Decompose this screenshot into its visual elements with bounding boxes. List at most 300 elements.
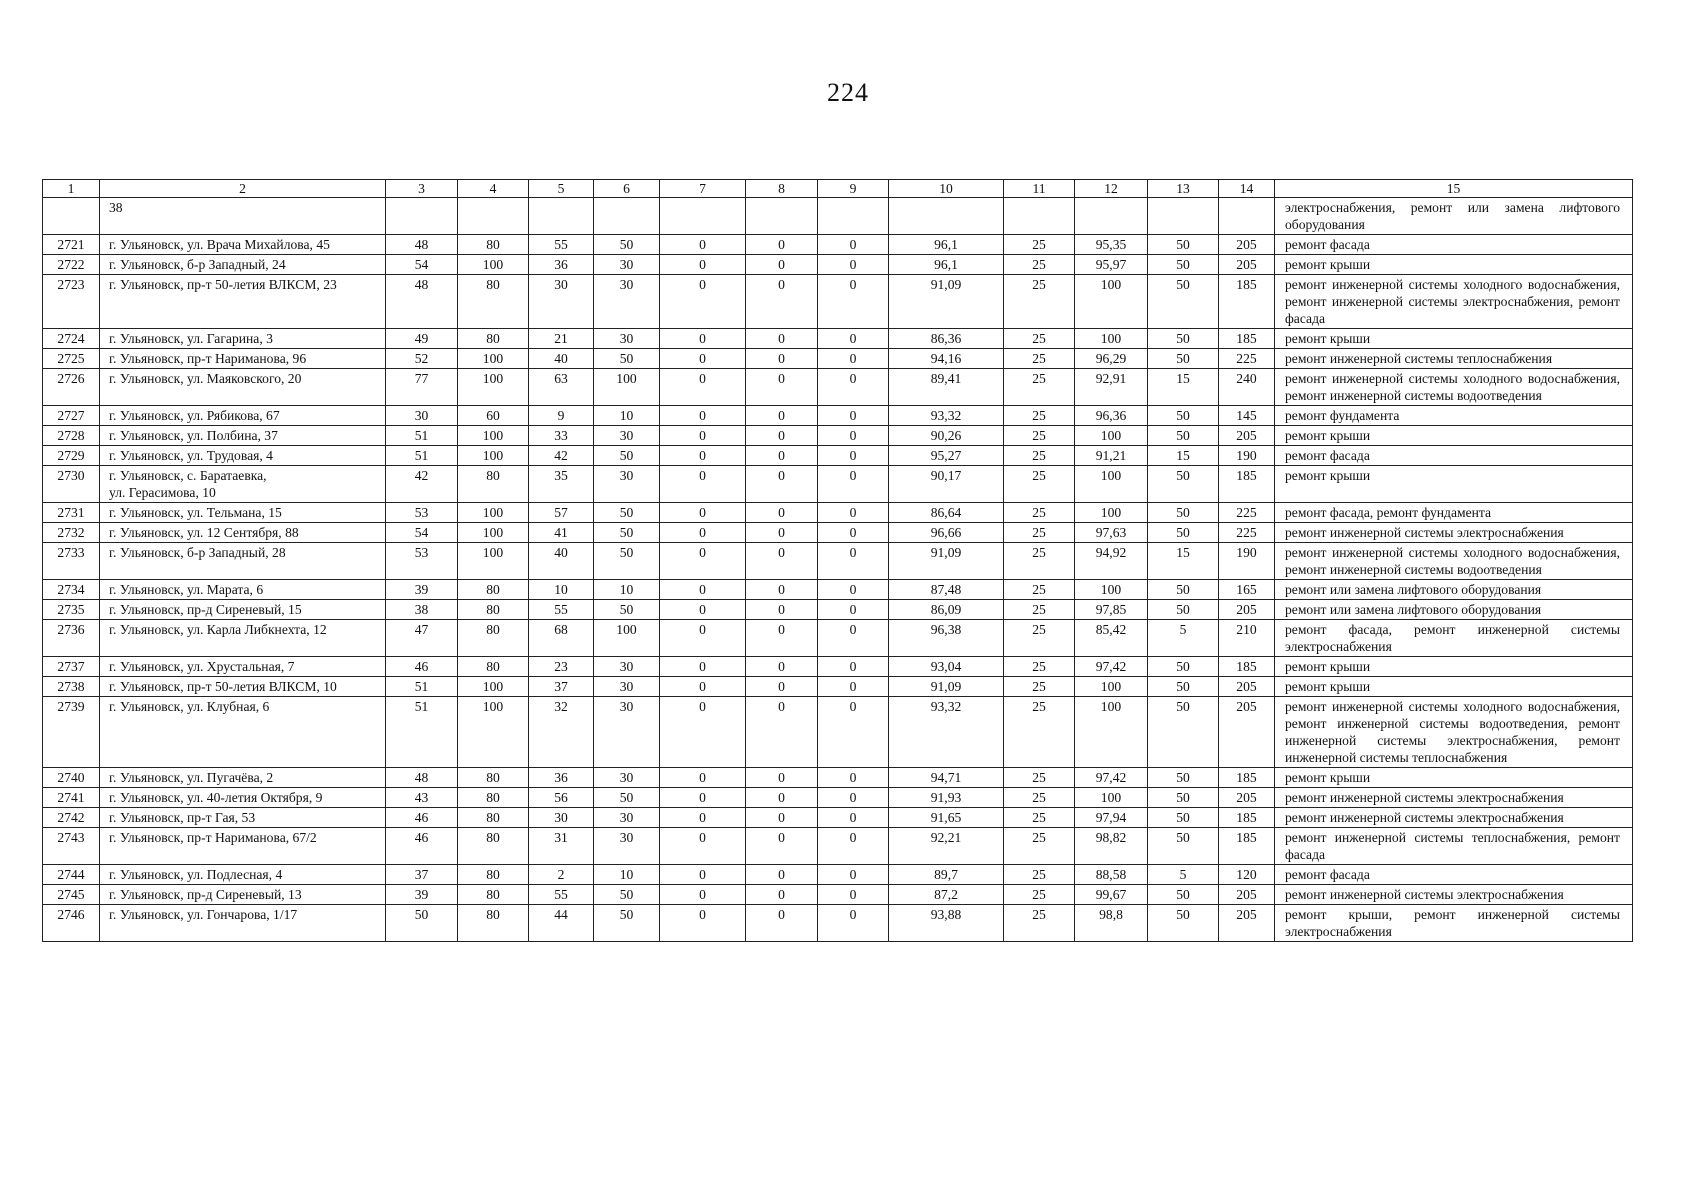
col9-cell: 0 bbox=[818, 503, 889, 523]
col3-cell: 48 bbox=[386, 275, 458, 329]
col4-cell: 80 bbox=[458, 600, 529, 620]
col6-cell: 30 bbox=[594, 275, 660, 329]
col11-cell: 25 bbox=[1004, 788, 1075, 808]
column-number-row bbox=[43, 180, 1633, 198]
row-number-cell: 2733 bbox=[43, 543, 100, 580]
col4-cell: 100 bbox=[458, 523, 529, 543]
address-cell: г. Ульяновск, ул. Рябикова, 67 bbox=[100, 406, 386, 426]
col10-cell: 96,1 bbox=[889, 235, 1004, 255]
column-header: 9 bbox=[818, 180, 889, 198]
col11-cell: 25 bbox=[1004, 905, 1075, 942]
col8-cell: 0 bbox=[746, 885, 818, 905]
col5-cell: 57 bbox=[529, 503, 594, 523]
col12-cell: 97,94 bbox=[1075, 808, 1148, 828]
col3-cell: 46 bbox=[386, 808, 458, 828]
col6-cell: 30 bbox=[594, 329, 660, 349]
col14-cell: 205 bbox=[1219, 697, 1275, 768]
col13-cell: 50 bbox=[1148, 349, 1219, 369]
col13-cell: 50 bbox=[1148, 466, 1219, 503]
row-number-cell: 2742 bbox=[43, 808, 100, 828]
table-row bbox=[43, 697, 1633, 768]
col13-cell: 50 bbox=[1148, 808, 1219, 828]
col6-cell: 100 bbox=[594, 369, 660, 406]
works-cell: ремонт или замена лифтового оборудования bbox=[1275, 600, 1633, 620]
col6-cell: 50 bbox=[594, 503, 660, 523]
works-cell: ремонт фундамента bbox=[1275, 406, 1633, 426]
col7-cell: 0 bbox=[660, 620, 746, 657]
col9-cell: 0 bbox=[818, 426, 889, 446]
table-row bbox=[43, 255, 1633, 275]
col13-cell: 5 bbox=[1148, 620, 1219, 657]
row-number-cell: 2745 bbox=[43, 885, 100, 905]
col10-cell: 96,1 bbox=[889, 255, 1004, 275]
row-number-cell: 2734 bbox=[43, 580, 100, 600]
col6-cell: 30 bbox=[594, 768, 660, 788]
col6-cell: 30 bbox=[594, 426, 660, 446]
col5-cell: 2 bbox=[529, 865, 594, 885]
col12-cell: 94,92 bbox=[1075, 543, 1148, 580]
col8-cell: 0 bbox=[746, 580, 818, 600]
col11-cell: 25 bbox=[1004, 235, 1075, 255]
works-cell: ремонт инженерной системы электроснабжения bbox=[1275, 788, 1633, 808]
col10-cell: 93,04 bbox=[889, 657, 1004, 677]
col14-cell: 185 bbox=[1219, 808, 1275, 828]
row-number-cell: 2743 bbox=[43, 828, 100, 865]
col14-cell bbox=[1219, 198, 1275, 235]
col10-cell: 86,36 bbox=[889, 329, 1004, 349]
col3-cell: 43 bbox=[386, 788, 458, 808]
col12-cell: 97,42 bbox=[1075, 657, 1148, 677]
col4-cell: 80 bbox=[458, 905, 529, 942]
address-cell: г. Ульяновск, пр-т Нариманова, 67/2 bbox=[100, 828, 386, 865]
col14-cell: 190 bbox=[1219, 543, 1275, 580]
works-cell: ремонт крыши bbox=[1275, 255, 1633, 275]
column-header: 10 bbox=[889, 180, 1004, 198]
address-cell: г. Ульяновск, ул. Подлесная, 4 bbox=[100, 865, 386, 885]
col13-cell: 50 bbox=[1148, 406, 1219, 426]
col3-cell: 48 bbox=[386, 235, 458, 255]
col13-cell: 50 bbox=[1148, 275, 1219, 329]
address-cell: г. Ульяновск, пр-т Гая, 53 bbox=[100, 808, 386, 828]
col3-cell: 53 bbox=[386, 503, 458, 523]
col6-cell: 30 bbox=[594, 255, 660, 275]
col6-cell: 30 bbox=[594, 808, 660, 828]
column-header: 2 bbox=[100, 180, 386, 198]
address-cell: г. Ульяновск, ул. 40-летия Октября, 9 bbox=[100, 788, 386, 808]
col12-cell: 96,36 bbox=[1075, 406, 1148, 426]
col8-cell bbox=[746, 198, 818, 235]
col8-cell: 0 bbox=[746, 329, 818, 349]
col14-cell: 205 bbox=[1219, 426, 1275, 446]
col8-cell: 0 bbox=[746, 697, 818, 768]
col3-cell: 50 bbox=[386, 905, 458, 942]
address-cell: г. Ульяновск, б-р Западный, 24 bbox=[100, 255, 386, 275]
col7-cell: 0 bbox=[660, 369, 746, 406]
col7-cell: 0 bbox=[660, 275, 746, 329]
col13-cell: 50 bbox=[1148, 255, 1219, 275]
row-number-cell: 2725 bbox=[43, 349, 100, 369]
col13-cell: 50 bbox=[1148, 329, 1219, 349]
row-number-cell: 2724 bbox=[43, 329, 100, 349]
col9-cell: 0 bbox=[818, 369, 889, 406]
col11-cell: 25 bbox=[1004, 406, 1075, 426]
col13-cell: 50 bbox=[1148, 768, 1219, 788]
column-header: 13 bbox=[1148, 180, 1219, 198]
table-row bbox=[43, 788, 1633, 808]
col11-cell: 25 bbox=[1004, 697, 1075, 768]
col4-cell: 80 bbox=[458, 466, 529, 503]
col7-cell: 0 bbox=[660, 677, 746, 697]
col12-cell bbox=[1075, 198, 1148, 235]
col11-cell: 25 bbox=[1004, 329, 1075, 349]
col9-cell: 0 bbox=[818, 235, 889, 255]
col9-cell: 0 bbox=[818, 677, 889, 697]
address-cell: г. Ульяновск, ул. Трудовая, 4 bbox=[100, 446, 386, 466]
col12-cell: 100 bbox=[1075, 788, 1148, 808]
col13-cell: 50 bbox=[1148, 580, 1219, 600]
row-number-cell: 2740 bbox=[43, 768, 100, 788]
col12-cell: 91,21 bbox=[1075, 446, 1148, 466]
col14-cell: 185 bbox=[1219, 275, 1275, 329]
col11-cell: 25 bbox=[1004, 523, 1075, 543]
table-row bbox=[43, 808, 1633, 828]
row-number-cell: 2739 bbox=[43, 697, 100, 768]
col8-cell: 0 bbox=[746, 677, 818, 697]
col9-cell: 0 bbox=[818, 446, 889, 466]
col7-cell: 0 bbox=[660, 905, 746, 942]
col10-cell: 89,7 bbox=[889, 865, 1004, 885]
col7-cell: 0 bbox=[660, 255, 746, 275]
works-cell: ремонт крыши, ремонт инженерной системы электроснабжения bbox=[1275, 905, 1633, 942]
col6-cell: 30 bbox=[594, 677, 660, 697]
col8-cell: 0 bbox=[746, 369, 818, 406]
col5-cell: 30 bbox=[529, 275, 594, 329]
col4-cell: 60 bbox=[458, 406, 529, 426]
col4-cell bbox=[458, 198, 529, 235]
col6-cell: 50 bbox=[594, 349, 660, 369]
col13-cell: 50 bbox=[1148, 523, 1219, 543]
repair-register-table bbox=[42, 179, 1633, 942]
col12-cell: 92,91 bbox=[1075, 369, 1148, 406]
table-row bbox=[43, 329, 1633, 349]
address-cell: г. Ульяновск, ул. Врача Михайлова, 45 bbox=[100, 235, 386, 255]
col11-cell: 25 bbox=[1004, 275, 1075, 329]
col9-cell: 0 bbox=[818, 543, 889, 580]
col11-cell: 25 bbox=[1004, 677, 1075, 697]
address-cell: г. Ульяновск, ул. Гончарова, 1/17 bbox=[100, 905, 386, 942]
col13-cell: 50 bbox=[1148, 788, 1219, 808]
col9-cell: 0 bbox=[818, 620, 889, 657]
table-row bbox=[43, 905, 1633, 942]
works-cell: ремонт инженерной системы электроснабжения bbox=[1275, 885, 1633, 905]
row-number-cell: 2735 bbox=[43, 600, 100, 620]
row-number-cell: 2741 bbox=[43, 788, 100, 808]
col11-cell: 25 bbox=[1004, 503, 1075, 523]
col10-cell bbox=[889, 198, 1004, 235]
address-cell: г. Ульяновск, ул. 12 Сентября, 88 bbox=[100, 523, 386, 543]
col7-cell: 0 bbox=[660, 768, 746, 788]
works-cell: ремонт фасада bbox=[1275, 235, 1633, 255]
col10-cell: 91,65 bbox=[889, 808, 1004, 828]
col3-cell bbox=[386, 198, 458, 235]
table-row bbox=[43, 620, 1633, 657]
col7-cell: 0 bbox=[660, 503, 746, 523]
address-cell: г. Ульяновск, с. Баратаевка, ул. Герасимова, 10 bbox=[100, 466, 386, 503]
col10-cell: 86,09 bbox=[889, 600, 1004, 620]
col9-cell: 0 bbox=[818, 466, 889, 503]
col4-cell: 80 bbox=[458, 768, 529, 788]
col3-cell: 39 bbox=[386, 885, 458, 905]
col11-cell: 25 bbox=[1004, 426, 1075, 446]
col14-cell: 185 bbox=[1219, 828, 1275, 865]
col14-cell: 120 bbox=[1219, 865, 1275, 885]
col13-cell: 5 bbox=[1148, 865, 1219, 885]
col3-cell: 30 bbox=[386, 406, 458, 426]
col10-cell: 94,71 bbox=[889, 768, 1004, 788]
col12-cell: 100 bbox=[1075, 677, 1148, 697]
col3-cell: 51 bbox=[386, 426, 458, 446]
col14-cell: 205 bbox=[1219, 600, 1275, 620]
col14-cell: 185 bbox=[1219, 657, 1275, 677]
table-row bbox=[43, 600, 1633, 620]
col12-cell: 98,82 bbox=[1075, 828, 1148, 865]
col6-cell: 50 bbox=[594, 543, 660, 580]
col6-cell: 50 bbox=[594, 600, 660, 620]
col14-cell: 190 bbox=[1219, 446, 1275, 466]
col13-cell: 50 bbox=[1148, 600, 1219, 620]
table-row bbox=[43, 349, 1633, 369]
col7-cell: 0 bbox=[660, 446, 746, 466]
col13-cell: 50 bbox=[1148, 905, 1219, 942]
col12-cell: 100 bbox=[1075, 329, 1148, 349]
col8-cell: 0 bbox=[746, 657, 818, 677]
col7-cell: 0 bbox=[660, 600, 746, 620]
col14-cell: 225 bbox=[1219, 349, 1275, 369]
row-number-cell: 2723 bbox=[43, 275, 100, 329]
col3-cell: 54 bbox=[386, 255, 458, 275]
column-header: 5 bbox=[529, 180, 594, 198]
col13-cell: 50 bbox=[1148, 828, 1219, 865]
col7-cell: 0 bbox=[660, 788, 746, 808]
col7-cell: 0 bbox=[660, 697, 746, 768]
col3-cell: 48 bbox=[386, 768, 458, 788]
col9-cell: 0 bbox=[818, 275, 889, 329]
col5-cell: 30 bbox=[529, 808, 594, 828]
col9-cell: 0 bbox=[818, 905, 889, 942]
col14-cell: 205 bbox=[1219, 255, 1275, 275]
col3-cell: 54 bbox=[386, 523, 458, 543]
column-header: 14 bbox=[1219, 180, 1275, 198]
col9-cell: 0 bbox=[818, 657, 889, 677]
table-row bbox=[43, 446, 1633, 466]
col12-cell: 100 bbox=[1075, 503, 1148, 523]
col10-cell: 86,64 bbox=[889, 503, 1004, 523]
works-cell: ремонт или замена лифтового оборудования bbox=[1275, 580, 1633, 600]
table-row bbox=[43, 369, 1633, 406]
col11-cell: 25 bbox=[1004, 808, 1075, 828]
col13-cell: 50 bbox=[1148, 657, 1219, 677]
col11-cell: 25 bbox=[1004, 446, 1075, 466]
address-cell: г. Ульяновск, ул. Гагарина, 3 bbox=[100, 329, 386, 349]
col9-cell: 0 bbox=[818, 697, 889, 768]
table-row bbox=[43, 198, 1633, 235]
address-cell: г. Ульяновск, ул. Клубная, 6 bbox=[100, 697, 386, 768]
col8-cell: 0 bbox=[746, 788, 818, 808]
col8-cell: 0 bbox=[746, 543, 818, 580]
col6-cell: 50 bbox=[594, 235, 660, 255]
address-cell: г. Ульяновск, пр-д Сиреневый, 13 bbox=[100, 885, 386, 905]
col4-cell: 100 bbox=[458, 349, 529, 369]
row-number-cell: 2722 bbox=[43, 255, 100, 275]
col11-cell: 25 bbox=[1004, 466, 1075, 503]
col7-cell: 0 bbox=[660, 523, 746, 543]
col14-cell: 205 bbox=[1219, 788, 1275, 808]
works-cell: ремонт инженерной системы холодного водоснабжения, ремонт инженерной системы электроснабжения, ремонт фасада bbox=[1275, 275, 1633, 329]
col13-cell bbox=[1148, 198, 1219, 235]
col11-cell: 25 bbox=[1004, 620, 1075, 657]
col3-cell: 49 bbox=[386, 329, 458, 349]
works-cell: ремонт крыши bbox=[1275, 329, 1633, 349]
col13-cell: 15 bbox=[1148, 446, 1219, 466]
col5-cell: 63 bbox=[529, 369, 594, 406]
col9-cell: 0 bbox=[818, 788, 889, 808]
col11-cell: 25 bbox=[1004, 865, 1075, 885]
col8-cell: 0 bbox=[746, 466, 818, 503]
col4-cell: 80 bbox=[458, 865, 529, 885]
col8-cell: 0 bbox=[746, 426, 818, 446]
row-number-cell: 2732 bbox=[43, 523, 100, 543]
col11-cell: 25 bbox=[1004, 543, 1075, 580]
col9-cell: 0 bbox=[818, 600, 889, 620]
col6-cell bbox=[594, 198, 660, 235]
col10-cell: 94,16 bbox=[889, 349, 1004, 369]
col10-cell: 90,17 bbox=[889, 466, 1004, 503]
col4-cell: 100 bbox=[458, 426, 529, 446]
column-header: 7 bbox=[660, 180, 746, 198]
address-cell: г. Ульяновск, ул. Пугачёва, 2 bbox=[100, 768, 386, 788]
col3-cell: 42 bbox=[386, 466, 458, 503]
col8-cell: 0 bbox=[746, 600, 818, 620]
col3-cell: 52 bbox=[386, 349, 458, 369]
col5-cell: 36 bbox=[529, 255, 594, 275]
col3-cell: 38 bbox=[386, 600, 458, 620]
col10-cell: 91,09 bbox=[889, 677, 1004, 697]
col13-cell: 15 bbox=[1148, 543, 1219, 580]
col7-cell: 0 bbox=[660, 349, 746, 369]
col5-cell: 42 bbox=[529, 446, 594, 466]
works-cell: ремонт инженерной системы электроснабжения bbox=[1275, 523, 1633, 543]
column-header: 11 bbox=[1004, 180, 1075, 198]
col7-cell: 0 bbox=[660, 808, 746, 828]
col9-cell: 0 bbox=[818, 865, 889, 885]
col7-cell: 0 bbox=[660, 828, 746, 865]
col10-cell: 87,2 bbox=[889, 885, 1004, 905]
works-cell: электроснабжения, ремонт или замена лифтового оборудования bbox=[1275, 198, 1633, 235]
col8-cell: 0 bbox=[746, 865, 818, 885]
address-cell: г. Ульяновск, ул. Полбина, 37 bbox=[100, 426, 386, 446]
col9-cell: 0 bbox=[818, 580, 889, 600]
col4-cell: 80 bbox=[458, 620, 529, 657]
col6-cell: 30 bbox=[594, 697, 660, 768]
col9-cell bbox=[818, 198, 889, 235]
col9-cell: 0 bbox=[818, 885, 889, 905]
col9-cell: 0 bbox=[818, 808, 889, 828]
col14-cell: 165 bbox=[1219, 580, 1275, 600]
col5-cell: 55 bbox=[529, 235, 594, 255]
col6-cell: 30 bbox=[594, 466, 660, 503]
works-cell: ремонт инженерной системы теплоснабжения, ремонт фасада bbox=[1275, 828, 1633, 865]
col12-cell: 100 bbox=[1075, 697, 1148, 768]
column-header: 15 bbox=[1275, 180, 1633, 198]
col11-cell: 25 bbox=[1004, 600, 1075, 620]
col9-cell: 0 bbox=[818, 828, 889, 865]
col4-cell: 80 bbox=[458, 329, 529, 349]
col9-cell: 0 bbox=[818, 255, 889, 275]
col13-cell: 50 bbox=[1148, 885, 1219, 905]
col10-cell: 89,41 bbox=[889, 369, 1004, 406]
col5-cell: 56 bbox=[529, 788, 594, 808]
col14-cell: 205 bbox=[1219, 885, 1275, 905]
col10-cell: 93,88 bbox=[889, 905, 1004, 942]
col9-cell: 0 bbox=[818, 406, 889, 426]
col14-cell: 210 bbox=[1219, 620, 1275, 657]
col7-cell: 0 bbox=[660, 543, 746, 580]
col13-cell: 50 bbox=[1148, 677, 1219, 697]
col5-cell: 40 bbox=[529, 349, 594, 369]
col11-cell: 25 bbox=[1004, 768, 1075, 788]
col3-cell: 51 bbox=[386, 677, 458, 697]
address-cell: г. Ульяновск, ул. Маяковского, 20 bbox=[100, 369, 386, 406]
col14-cell: 185 bbox=[1219, 466, 1275, 503]
col4-cell: 80 bbox=[458, 808, 529, 828]
col6-cell: 10 bbox=[594, 580, 660, 600]
col12-cell: 97,42 bbox=[1075, 768, 1148, 788]
col8-cell: 0 bbox=[746, 768, 818, 788]
column-header: 8 bbox=[746, 180, 818, 198]
col5-cell: 40 bbox=[529, 543, 594, 580]
works-cell: ремонт инженерной системы холодного водоснабжения, ремонт инженерной системы водоотведения, ремонт инженерной системы электроснабжения, ремонт инженерной системы теплоснабжения bbox=[1275, 697, 1633, 768]
col6-cell: 30 bbox=[594, 828, 660, 865]
col8-cell: 0 bbox=[746, 808, 818, 828]
address-cell: г. Ульяновск, пр-т 50-летия ВЛКСМ, 23 bbox=[100, 275, 386, 329]
works-cell: ремонт фасада bbox=[1275, 865, 1633, 885]
address-cell: г. Ульяновск, пр-т 50-летия ВЛКСМ, 10 bbox=[100, 677, 386, 697]
col12-cell: 96,29 bbox=[1075, 349, 1148, 369]
col11-cell bbox=[1004, 198, 1075, 235]
col5-cell: 33 bbox=[529, 426, 594, 446]
table-row bbox=[43, 768, 1633, 788]
col7-cell: 0 bbox=[660, 657, 746, 677]
col4-cell: 100 bbox=[458, 503, 529, 523]
row-number-cell: 2746 bbox=[43, 905, 100, 942]
col4-cell: 80 bbox=[458, 828, 529, 865]
address-cell: г. Ульяновск, ул. Хрустальная, 7 bbox=[100, 657, 386, 677]
col3-cell: 37 bbox=[386, 865, 458, 885]
col7-cell: 0 bbox=[660, 885, 746, 905]
col10-cell: 92,21 bbox=[889, 828, 1004, 865]
col4-cell: 80 bbox=[458, 885, 529, 905]
col10-cell: 91,09 bbox=[889, 543, 1004, 580]
col13-cell: 15 bbox=[1148, 369, 1219, 406]
col7-cell bbox=[660, 198, 746, 235]
col12-cell: 100 bbox=[1075, 275, 1148, 329]
col8-cell: 0 bbox=[746, 905, 818, 942]
col7-cell: 0 bbox=[660, 235, 746, 255]
column-header: 1 bbox=[43, 180, 100, 198]
col4-cell: 100 bbox=[458, 697, 529, 768]
col9-cell: 0 bbox=[818, 523, 889, 543]
col10-cell: 95,27 bbox=[889, 446, 1004, 466]
